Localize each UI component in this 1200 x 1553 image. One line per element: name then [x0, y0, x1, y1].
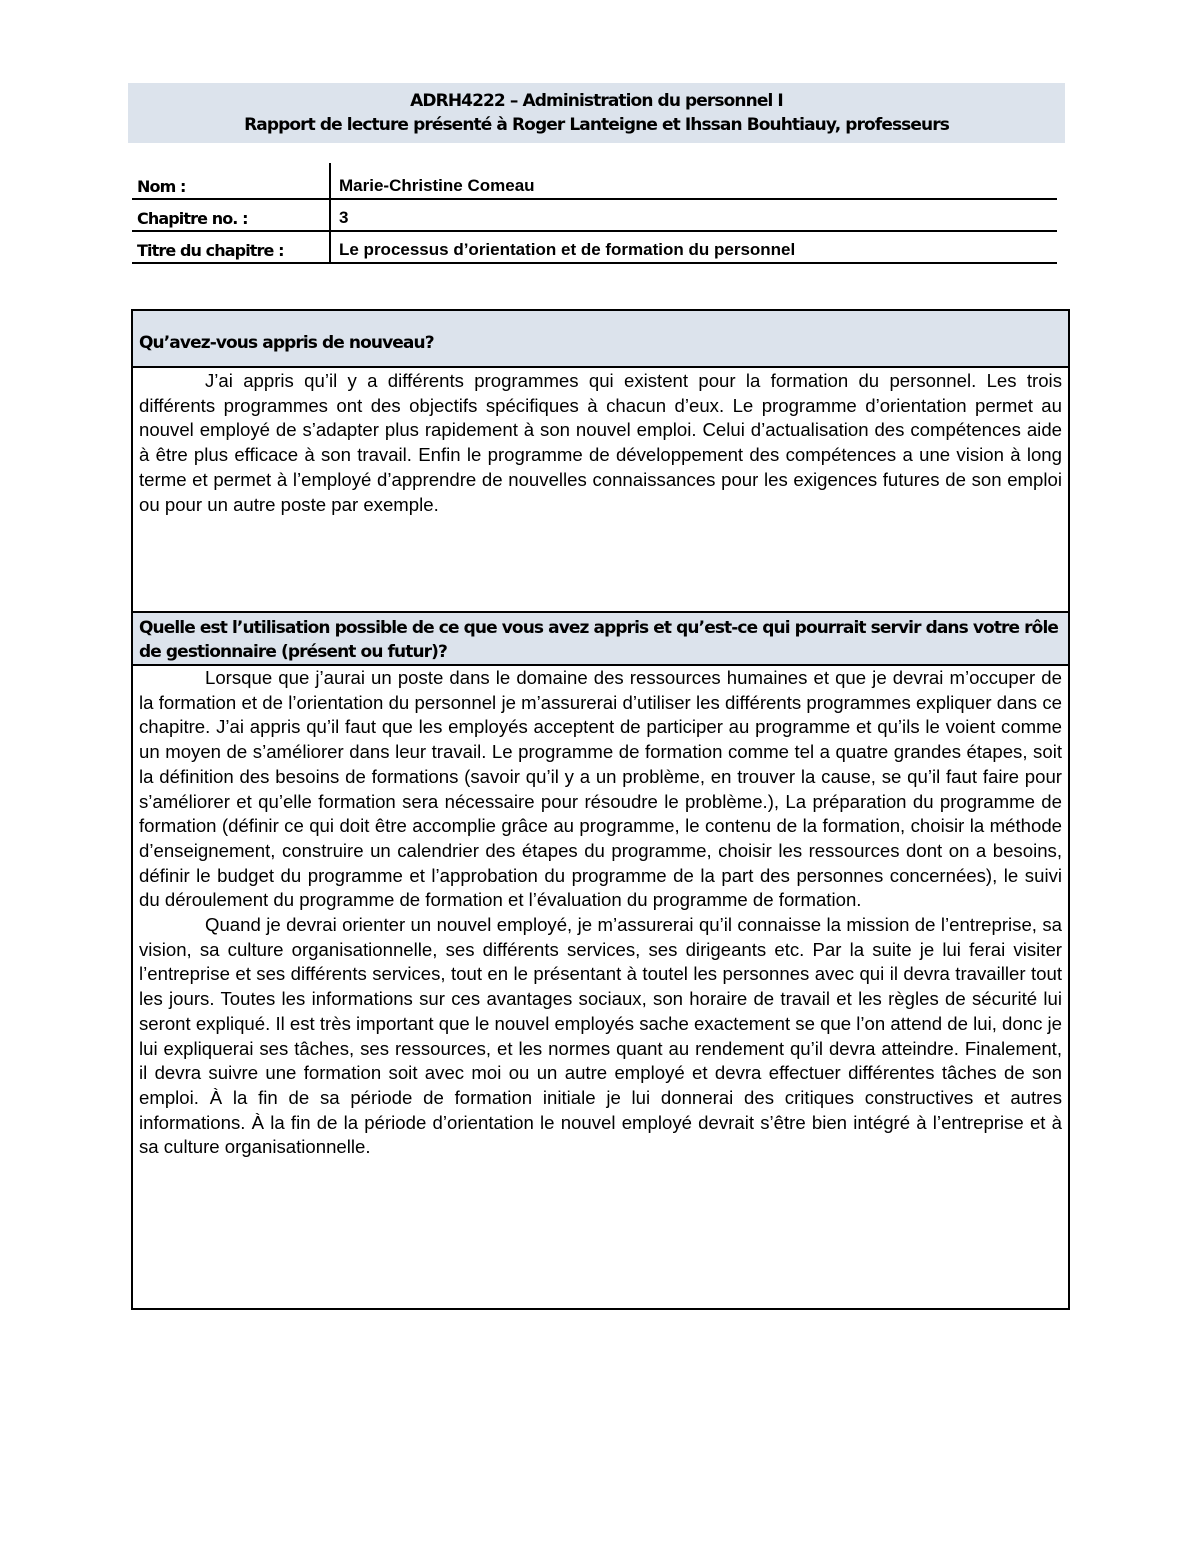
answer-2-paragraph-1: Lorsque que j’aurai un poste dans le domaine des ressources humaines et que je devrai m’occuper de la formation et de l’orientation du personnel je m’assurerai d’utiliser les différents programmes expliquer dans ce chapitre. J’ai appris qu’il faut que les employés acceptent de participer au programme et qu’ils le voient comme un moyen de s’améliorer dans leur travail. Le programme de formation comme tel a quatre grandes étapes, soit la définition des besoins de formations (savoir qu’il y a un problème, en trouver la cause, se qu’il faut faire pour s’améliorer et qu’elle formation sera nécessaire pour résoudre le problème.), La préparation du programme de formation (définir ce qui doit être accomplie grâce au programme, le contenu de la formation, choisir la méthode d’enseignement, construire un calendrier des étapes du programme, choisir les ressources dont on a besoins, définir le budget du programme et l’approbation du programme de la part des personnes concernées), le suivi du déroulement du programme de formation et l’évaluation du programme de formation.	[139, 667, 1062, 911]
student-info-table	[132, 163, 1057, 264]
name-value: Marie-Christine Comeau	[330, 163, 1057, 199]
course-title: ADRH4222 – Administration du personnel I	[410, 91, 783, 111]
report-subtitle: Rapport de lecture présenté à Roger Lanteigne et Ihssan Bouhtiauy, professeurs	[244, 115, 949, 135]
chapter-value: 3	[330, 199, 1057, 231]
document-header	[128, 83, 1065, 143]
questions-box	[131, 309, 1070, 1310]
chapter-label: Chapitre no. :	[132, 199, 330, 231]
answer-2	[133, 666, 1068, 1160]
chapter-title-value: Le processus d’orientation et de formation du personnel	[330, 231, 1057, 263]
question-2: Quelle est l’utilisation possible de ce que vous avez appris et qu’est-ce qui pourrait servir dans votre rôle de gestionnaire (présent ou futur)?	[133, 611, 1068, 666]
chapter-title-label: Titre du chapitre :	[132, 231, 330, 263]
answer-1-paragraph: J’ai appris qu’il y a différents programmes qui existent pour la formation du personnel. Les trois différents programmes ont des objectifs spécifiques à chacun d’eux. Le programme d’orientation permet au nouvel employé de s’adapter plus rapidement à son nouvel emploi. Celui d’actualisation des compétences aide à être plus efficace à son travail. Enfin le programme de développement des compétences a une vision à long terme et permet à l’employé d’apprendre de nouvelles connaissances pour les exigences futures de son emploi ou pour un autre poste par exemple.	[139, 370, 1062, 515]
answer-1	[133, 368, 1068, 611]
question-1: Qu’avez-vous appris de nouveau?	[133, 311, 1068, 368]
answer-2-paragraph-2: Quand je devrai orienter un nouvel employé, je m’assurerai qu’il connaisse la mission de l’entreprise, sa vision, sa culture organisationnelle, ses différents services, ses dirigeants etc. Par la suite je lui ferai visiter l’entreprise et ses différents services, tout en le présentant à toutel les personnes avec qui il devra travailler tout les jours. Toutes les informations sur ces avantages sociaux, son horaire de travail et les règles de sécurité lui seront expliqué. Il est très important que le nouvel employés sache exactement se que l’on attend de lui, donc je lui expliquerai ses tâches, ses ressources, et les normes quant au rendement qu’il devra atteindre. Finalement, il devra suivre une formation soit avec moi ou un autre employé et devra effectuer différentes tâches de son emploi. À la fin de sa période de formation initiale je lui donnerai des critiques constructives et autres informations. À la fin de la période d’orientation le nouvel employé devrait s’être bien intégré à l’entreprise et à sa culture organisationnelle.	[139, 914, 1063, 1158]
info-row-chapter-title	[132, 231, 1057, 263]
info-row-chapter	[132, 199, 1057, 231]
info-row-name	[132, 163, 1057, 199]
name-label: Nom :	[132, 163, 330, 199]
